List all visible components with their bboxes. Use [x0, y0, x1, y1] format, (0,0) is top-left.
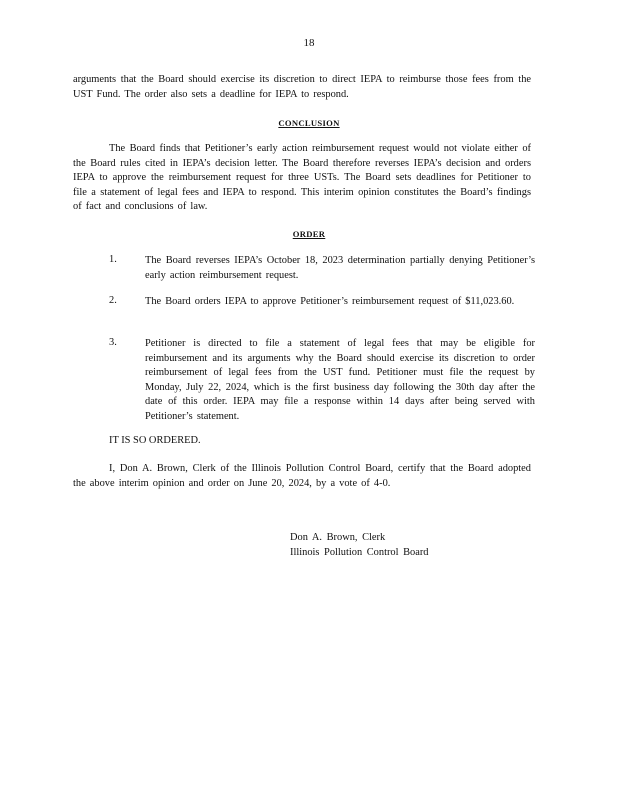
- order-item-number: 1.: [109, 254, 117, 265]
- order-item-number: 3.: [109, 337, 117, 348]
- conclusion-paragraph: The Board finds that Petitioner’s early action reimbursement request would not violate either of the Board rules cited in IEPA’s decision letter. The Board therefore reverses IEPA’s decision and orders IEPA to approve the reimbursement request for three USTs. The Board sets deadlines for Petitioner to file a statement of legal fees and IEPA to respond. This interim opinion constitutes the Board’s findings of fact and conclusions of law.: [73, 143, 531, 212]
- conclusion-heading: CONCLUSION: [278, 118, 340, 128]
- signature-name: Don A. Brown, Clerk: [290, 532, 386, 543]
- order-heading: ORDER: [292, 229, 326, 239]
- order-item-text: The Board reverses IEPA’s October 18, 2023 determination partially denying Petitioner’s early action reimbursement request.: [145, 255, 535, 281]
- page-number: 18: [303, 37, 315, 49]
- order-item-text: Petitioner is directed to file a statement of legal fees that may be eligible for reimbursement and its arguments why the Board should exercise its discretion to order reimbursement of legal fees from the UST fund. Petitioner must file the request by Monday, July 22, 2024, which is the first business day following the 30th day after the date of this order. IEPA may file a response within 14 days after being served with Petitioner’s statement.: [145, 338, 535, 422]
- order-item-number: 2.: [109, 295, 117, 306]
- order-item-text: The Board orders IEPA to approve Petitioner’s reimbursement request of $11,023.60.: [145, 296, 515, 307]
- signature-block: [290, 530, 429, 560]
- certification-paragraph: I, Don A. Brown, Clerk of the Illinois Pollution Control Board, certify that the Board adopted the above interim opinion and order on June 20, 2024, by a vote of 4-0.: [73, 463, 531, 489]
- so-ordered-line: IT IS SO ORDERED.: [109, 435, 201, 446]
- intro-paragraph: arguments that the Board should exercise its discretion to direct IEPA to reimburse those fees from the UST Fund. The order also sets a deadline for IEPA to respond.: [73, 74, 531, 100]
- signature-organization: Illinois Pollution Control Board: [290, 547, 429, 558]
